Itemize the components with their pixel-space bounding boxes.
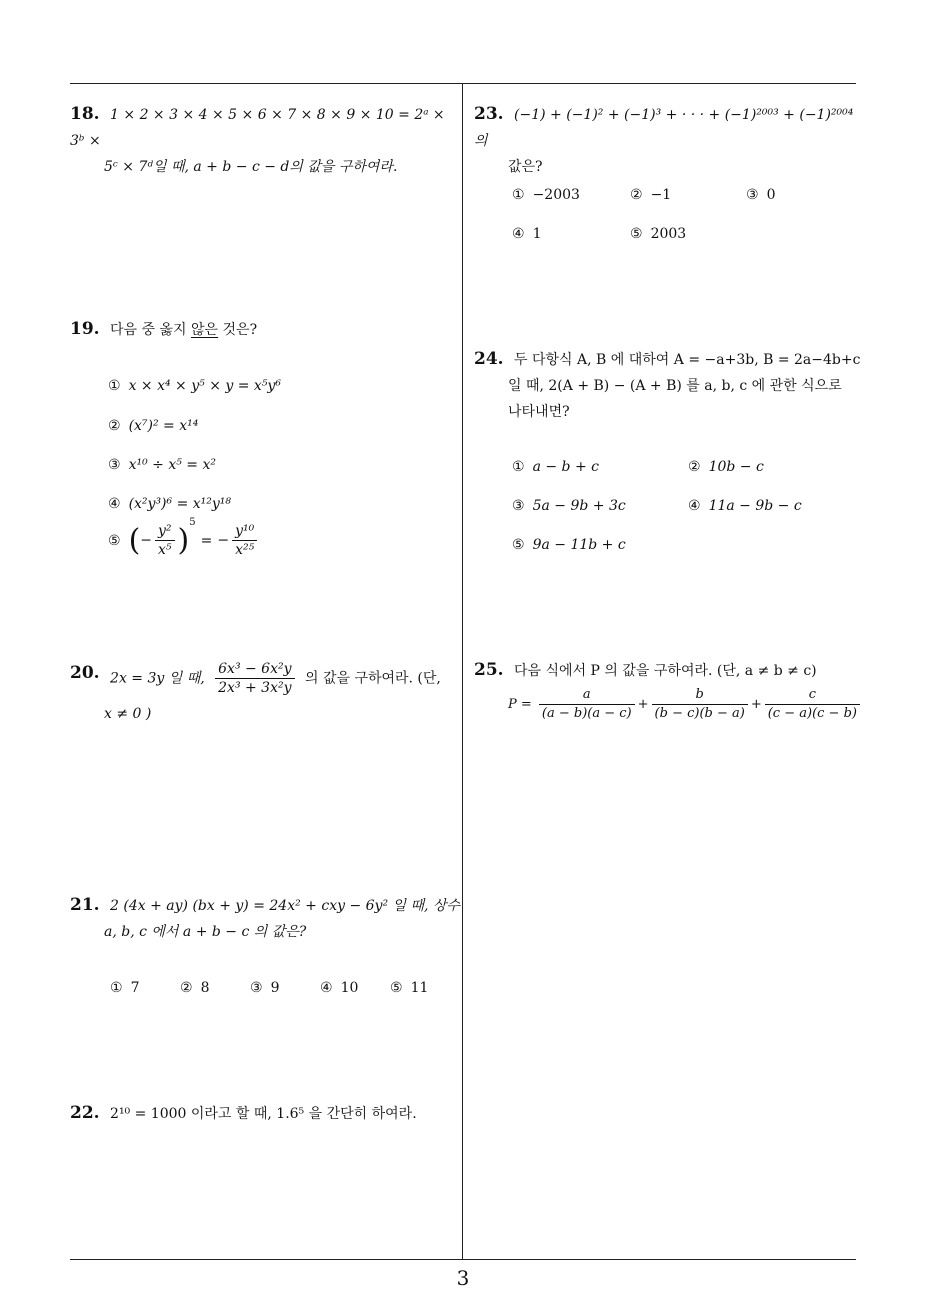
equals-sign: = [200, 532, 213, 549]
problem-19 [70, 316, 456, 343]
problem-stem-underline: 않은 [191, 322, 219, 338]
problem-number: 21. [70, 895, 100, 915]
choice-21-5[interactable] [390, 980, 428, 996]
problem-number: 20. [70, 663, 100, 683]
problem-number: 25. [474, 660, 504, 680]
paren-close: ) [177, 523, 190, 558]
choice-mark: ① [108, 378, 121, 394]
problem-number: 19. [70, 319, 100, 339]
choice-value: 9a − 11b + c [532, 537, 626, 553]
problem-text-line2: a, b, c 에서 a + b − c 의 값은? [104, 924, 307, 940]
paren-open: ( [128, 523, 141, 558]
choice-24-5[interactable] [512, 537, 626, 553]
choice-value: 11 [410, 980, 429, 996]
choice-value: 7 [130, 980, 140, 996]
problem-text-line1: 두 다항식 A, B 에 대하여 A = −a+3b, B = 2a−4b+c [514, 352, 861, 368]
problem-number: 23. [474, 104, 504, 124]
fraction-term-1 [539, 686, 635, 723]
problem-text-line2: 값은? [508, 159, 543, 175]
problem-text-line1: 2 (4x + ay) (bx + y) = 24x² + cxy − 6y² 일 때, 상수 [110, 898, 460, 914]
choice-23-4[interactable] [512, 226, 541, 242]
choice-mark: ② [688, 459, 701, 475]
equation-25 [508, 686, 863, 723]
choice-24-3[interactable] [512, 498, 626, 514]
problem-number: 18. [70, 104, 100, 124]
problem-text-line1: 2¹⁰ = 1000 이라고 할 때, 1.6⁵ 을 간단히 하여라. [110, 1106, 417, 1122]
choice-mark: ③ [108, 457, 121, 473]
bottom-rule [70, 1259, 856, 1260]
choice-23-2[interactable] [630, 187, 671, 203]
fraction [215, 660, 294, 697]
choice-mark: ⑤ [630, 226, 643, 242]
choice-21-3[interactable] [250, 980, 279, 996]
choice-mark: ② [108, 418, 121, 434]
problem-text-line2: x ≠ 0 ) [104, 706, 152, 722]
fraction-numerator: y² [155, 522, 175, 541]
choice-21-1[interactable] [110, 980, 139, 996]
choice-value: 0 [766, 187, 776, 203]
problem-text-line1: 다음 식에서 P 의 값을 구하여라. (단, a ≠ b ≠ c) [514, 663, 817, 679]
choice-value: 11a − 9b − c [708, 498, 802, 514]
problem-stem-post: 것은? [218, 322, 258, 338]
problem-text-post: 의 값을 구하여라. (단, [304, 670, 441, 687]
fraction-denominator: x⁵ [158, 542, 172, 558]
equation-lhs: P = [508, 697, 532, 712]
problem-21 [70, 892, 460, 945]
choice-value: 8 [200, 980, 210, 996]
choice-mark: ① [512, 187, 525, 203]
choice-mark: ① [512, 459, 525, 475]
choice-mark: ④ [320, 980, 333, 996]
fraction-term-3 [765, 686, 860, 723]
choice-value: 10 [340, 980, 359, 996]
choice-24-4[interactable] [688, 498, 802, 514]
choice-expr: (x²y³)⁶ = x¹²y¹⁸ [128, 496, 232, 512]
problem-20 [70, 660, 460, 727]
choice-value: a − b + c [532, 459, 599, 475]
choice-24-1[interactable] [512, 459, 599, 475]
fraction-denominator: x²⁵ [235, 542, 255, 558]
choice-value: 5a − 9b + 3c [532, 498, 626, 514]
choice-mark: ④ [688, 498, 701, 514]
choice-mark: ③ [746, 187, 759, 203]
minus-sign: − [140, 532, 153, 549]
problem-23 [474, 101, 864, 180]
exponent: 5 [189, 516, 196, 528]
choice-19-1[interactable] [108, 378, 281, 394]
top-rule [70, 83, 856, 84]
choice-value: 9 [270, 980, 280, 996]
choice-19-3[interactable] [108, 457, 216, 473]
fraction-denominator: (a − b)(a − c) [541, 706, 632, 721]
problem-24 [474, 346, 866, 425]
fraction-numerator: 6x³ − 6x²y [215, 660, 294, 679]
problem-text-pre: 2x = 3y 일 때, [110, 670, 205, 687]
fraction-numerator: b [652, 686, 748, 705]
choice-19-2[interactable] [108, 418, 198, 434]
choice-mark: ③ [512, 498, 525, 514]
choice-value: −1 [650, 187, 672, 203]
choice-mark: ④ [512, 226, 525, 242]
choice-mark: ② [180, 980, 193, 996]
choice-value: −2003 [532, 187, 580, 203]
problem-text-line2: 일 때, 2(A + B) − (A + B) 를 a, b, c 에 관한 식으로 [508, 378, 842, 394]
choice-expr: x¹⁰ ÷ x⁵ = x² [128, 457, 216, 473]
problem-text-line2: 5ᶜ × 7ᵈ일 때, a + b − c − d의 값을 구하여라. [104, 159, 398, 175]
fraction [232, 522, 257, 559]
choice-mark: ④ [108, 496, 121, 512]
column-divider [462, 83, 463, 1259]
fraction-term-2 [652, 686, 748, 723]
choice-21-2[interactable] [180, 980, 209, 996]
plus-sign: + [750, 697, 762, 712]
choice-23-5[interactable] [630, 226, 686, 242]
fraction [155, 522, 175, 559]
problem-stem-pre: 다음 중 옳지 [110, 322, 192, 338]
choice-19-4[interactable] [108, 496, 231, 512]
choice-expr: (x⁷)² = x¹⁴ [128, 418, 199, 434]
problem-number: 24. [474, 349, 504, 369]
choice-mark: ③ [250, 980, 263, 996]
problem-18 [70, 101, 456, 180]
choice-mark: ⑤ [108, 532, 121, 549]
choice-mark: ① [110, 980, 123, 996]
choice-value: 10b − c [708, 459, 764, 475]
fraction-numerator: a [539, 686, 635, 705]
choice-19-5[interactable] [108, 516, 260, 559]
fraction-denominator: (c − a)(c − b) [767, 706, 857, 721]
choice-mark: ⑤ [512, 537, 525, 553]
fraction-numerator: c [765, 686, 860, 705]
page-number: 3 [456, 1266, 470, 1290]
fraction-denominator: (b − c)(b − a) [654, 706, 745, 721]
problem-text-line1: 1 × 2 × 3 × 4 × 5 × 6 × 7 × 8 × 9 × 10 = 2ᵃ × 3ᵇ × [70, 107, 445, 149]
choice-24-2[interactable] [688, 459, 764, 475]
choice-value: 1 [532, 226, 542, 242]
problem-text-line1: (−1) + (−1)² + (−1)³ + · · · + (−1)²⁰⁰³ + (−1)²⁰⁰⁴ 의 [474, 107, 854, 149]
choice-mark: ⑤ [390, 980, 403, 996]
choice-23-3[interactable] [746, 187, 775, 203]
minus-sign: − [217, 532, 230, 549]
fraction-numerator: y¹⁰ [232, 522, 257, 541]
problem-25 [474, 657, 866, 684]
choice-23-1[interactable] [512, 187, 580, 203]
plus-sign: + [637, 697, 649, 712]
choice-mark: ② [630, 187, 643, 203]
choice-expr: x × x⁴ × y⁵ × y = x⁵y⁶ [128, 378, 281, 394]
problem-22 [70, 1100, 460, 1127]
fraction-denominator: 2x³ + 3x²y [218, 680, 292, 696]
problem-text-line3: 나타내면? [508, 404, 570, 420]
choice-21-4[interactable] [320, 980, 358, 996]
choice-value: 2003 [650, 226, 687, 242]
problem-number: 22. [70, 1103, 100, 1123]
